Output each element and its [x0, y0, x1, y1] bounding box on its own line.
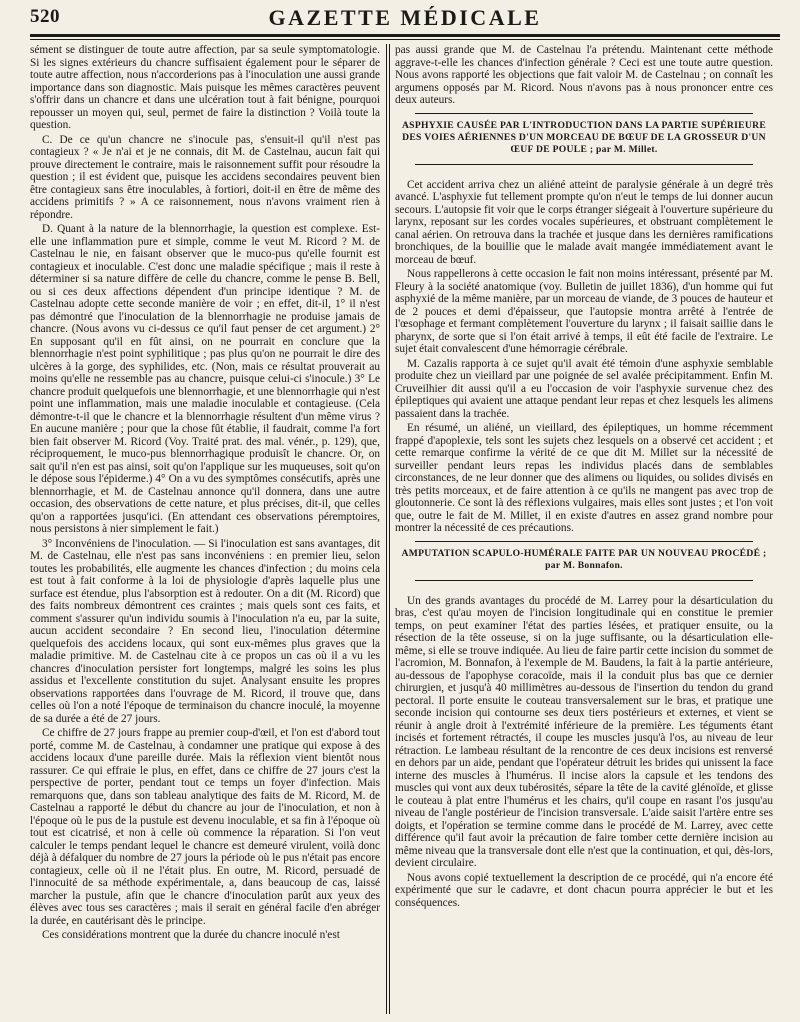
paragraph: D. Quant à la nature de la blennorrhagie, la question est complexe. Est-elle une inflammation pure et simple, comme le veut M. Ricord ? M. de Castelnau le nie, en faisant observer que le muco-pus qu'elle fournit est contagieux et inoculable. C'est donc une maladie spécifique ; mais il reste à déterminer si sa nature diffère de celle du chancre, comme le pense B. Bell, ou si ces deux affections dépendent d'un principe identique ? M. de Castelnau adopte cette seconde manière de voir ; en effet, dit-il, 1° il n'est pas démontré que l'inoculation de la blennorrhagie ne produise jamais de chancre. (Nous avons vu ci-dessus ce qu'il faut penser de cet argument.) 2° En supposant qu'il en fût ainsi, on ne pourrait en conclure que la blennorrhagie n'est point syphilitique ; pas plus qu'on ne pourrait le dire des ulcères à la gorge, des syphilides, etc. (Non, mais ce résultat prouverait au moins qu'elle ne ressemble pas au chancre, puisque celui-ci s'inocule.) 3° Le chancre produit quelquefois une blennorrhagie, et une blennorrhagie qui n'est point une inflammation, mais une maladie inoculable et contagieuse. (Cela démontre-t-il que le chancre et la blennorrhagie résultent d'un même virus ? En aucune manière ; pour que la chose fût établie, il faudrait, comme l'a fort bien fait observer M. Ricord (Voy. Traité prat. des mal. vénér., p. 129), que, réciproquement, le muco-pus blennorrhagique produisît le chancre. Or, on sait qu'il n'en est pas ainsi, soit qu'on l'applique sur les muqueuses, soit qu'on le dépose sous l'épiderme.) 4° On a vu des symptômes consécutifs, après une blennorrhagie, et M. de Castelnau annonce qu'il donnera, dans une autre occasion, des observations de cette nature, et plus précises, dit-il, que celles qu'on a rapportées jusqu'ici. (En attendant ces observations péremptoires, nous persistons à nier simplement le fait.)	[30, 223, 380, 535]
paragraph: Ces considérations montrent que la durée du chancre inoculé n'est	[42, 929, 340, 941]
section-divider	[415, 164, 753, 165]
header-rule-thin	[30, 39, 780, 40]
section-title-amputation: AMPUTATION SCAPULO-HUMÉRALE FAITE PAR UN NOUVEAU PROCÉDÉ ; par M. Bonnafon.	[401, 547, 767, 571]
paragraph: pas aussi grande que M. de Castelnau l'a prétendu. Maintenant cette méthode aggrave-t-elle les chances d'infection générale ? Ceci est une toute autre question. Nous avons rapporté les objections que fait valoir M. de Castelnau ; on connaît les argumens opposés par M. Ricord. Nous n'avons pas à nous prononcer entre ces deux auteurs.	[395, 44, 773, 106]
column-divider	[386, 44, 390, 1014]
journal-title: GAZETTE MÉDICALE	[268, 5, 542, 30]
page-header	[30, 4, 780, 32]
left-column	[30, 44, 380, 1016]
section-divider	[415, 580, 753, 581]
right-column	[395, 44, 773, 1016]
paragraph: Nous rappellerons à cette occasion le fait non moins intéressant, présenté par M. Fleury à la société anatomique (voy. Bulletin de juillet 1836), d'un homme qui fut asphyxié de la même manière, par un morceau de viande, de 3 pouces de hauteur et de 2 pouces et demi d'épaisseur, que l'autopsie montra arrêté à l'entrée de l'œsophage et fermant complètement l'ouverture du larynx ; il faisait saillie dans le pharynx, de sorte que si l'on était arrivé à temps, il eût été facile de l'extraire. Le sujet était convalescent d'une hémorragie cérébrale.	[395, 268, 773, 355]
section-divider	[415, 541, 753, 542]
paragraph: C. De ce qu'un chancre ne s'inocule pas, s'ensuit-il qu'il n'est pas contagieux ? « Je n'ai et je ne connais, dit M. de Castelnau, aucun fait qui prouve directement le contraire, mais le raisonnement suffit pour résoudre la question ; il est évident que, puisque les accidens secondaires peuvent bien être contagieux sans être inoculables, à fortiori, doit-il en être de même des accidens primitifs ? » A ce raisonnement, nous n'avons vraiment rien à répondre.	[30, 133, 380, 221]
paragraph: Nous avons copié textuellement la description de ce procédé, qui n'a encore été expérimenté que sur le cadavre, et dont chacun pourra apprécier le but et les conséquences.	[395, 871, 773, 909]
section-title-asphyxie: ASPHYXIE CAUSÉE PAR L'INTRODUCTION DANS LA PARTIE SUPÉRIEURE DES VOIES AÉRIENNES D'UN MORCEAU DE BŒUF DE LA GROSSEUR D'UN ŒUF DE POULE ; par M. Millet.	[401, 119, 767, 155]
header-rule-thick	[30, 34, 780, 37]
paragraph: Cet accident arriva chez un aliéné atteint de paralysie générale à un degré très avancé. L'asphyxie fut tellement prompte qu'on n'eut le temps de lui donner aucun secours. L'autopsie fit voir que le corps étranger siégeait à l'ouverture supérieure du larynx, reposant sur les cordes vocales supérieures, et obstruant complètement le canal aérien. On retrouva dans la trachée et jusque dans les dernières ramifications bronchiques, de la bouillie que le malade avait mangée immédiatement avant le morceau de bœuf.	[395, 178, 773, 266]
section-divider	[415, 113, 753, 114]
paragraph: Ce chiffre de 27 jours frappe au premier coup-d'œil, et l'on est d'abord tout porté, comme M. de Castelnau, à condamner une pratique qui expose à des accidens locaux d'une pareille durée. Mais la réflexion vient bientôt nous rassurer. Ce qui effraie le plus, en effet, dans ce chiffre de 27 jours c'est la perspective de porter, pendant tout ce temps un foyer d'infection. Mais remarquons que, dans son tableau analytique des faits de M. Ricord, M. de Castelnau a rapporté le début du chancre au jour de l'inoculation, et non à l'époque où le pus de la pustule est devenu inoculable, et sa fin à l'époque où tout est cicatrisé, et non à celle où commence la réparation. Si l'on veut calculer le temps pendant lequel le chancre est demeuré virulent, voilà donc déjà à défalquer du nombre de 27 jours la période où le pus n'était pas encore contagieux, celle où il ne l'était plus. En outre, M. Ricord, persuadé de l'innocuité de sa méthode expérimentale, a, dans beaucoup de cas, laissé marcher la pustule, afin que le chancre d'inoculation parût aux yeux des élèves avec tous ses caractères ; mais il serait en général facile d'en abréger la durée, en cautérisant dès le principe.	[30, 727, 380, 927]
paragraph: Un des grands avantages du procédé de M. Larrey pour la désarticulation du bras, c'est qu'au moyen de l'incision longitudinale qui en constitue le premier temps, on peut examiner l'état des parties lésées, et pratiquer ensuite, ou la résection de la tête osseuse, si on la juge suffisante, ou la désarticulation elle-même, si elle se trouve indiquée. Au lieu de faire partir cette incision du sommet de l'acromion, M. Bonnafon, à l'exemple de M. Baudens, la fait à la partie antérieure, au-dessous de l'apophyse coracoïde, mais il la conduit plus bas que ce dernier chirurgien, et jusqu'à 40 millimètres au-dessous de l'insertion du tendon du grand pectoral. Il porte ensuite le couteau transversalement sur le bras, et pratique une seconde incision qui contourne ses deux tiers postérieurs et externes, et vient se réunir à angle droit à l'extrémité inférieure de la première. Les téguments étant incisés et fortement rétractés, il coupe les muscles jusqu'à l'os, au niveau de leur rétraction. Le lambeau résultant de la rencontre de ces deux incisions est renversé en dehors par un aide, pendant que l'opérateur détruit les brides qui unissent la face interne des muscles à l'humérus. Il incise alors la capsule et les tendons des muscles qui vont aux deux tubérosités, sépare la tête de la cavité glénoïde, et glisse le couteau à plat entre l'humérus et les chairs, qu'il coupe en rasant l'os jusqu'au niveau de l'angle postérieur de l'incision transversale. L'aide saisit l'artère entre ses doigts, et l'opération se termine comme dans le procédé de M. Larrey, avec cette différence qu'il faut avoir la précaution de faire tomber cette dernière incision au même niveau que la transversale dont elle n'est que la continuation, et qui, dès-lors, devient circulaire.	[395, 594, 773, 869]
paragraph: En résumé, un aliéné, un vieillard, des épileptiques, un homme récemment frappé d'apoplexie, tels sont les sujets chez lesquels on a observé cet accident ; et cette remarque confirme la vérité de ce que dit M. Millet sur la nécessité de surveiller pendant leurs repas les individus placés dans de semblables circonstances, de ne leur donner que des alimens ou liquides, ou solides divisés en très petits morceaux, et de faire attention à ce qu'ils ne mangent pas avec trop de gloutonnerie. Ce sont là des réflexions vulgaires, mais elles sont justes ; et l'on voit que, outre le fait de M. Millet, il en existe d'autres en assez grand nombre pour montrer la nécessité de ces précautions.	[395, 422, 773, 534]
page-number: 520	[30, 6, 60, 27]
paragraph: M. Cazalis rapporta à ce sujet qu'il avait été témoin d'une asphyxie semblable produite chez un vieillard par une poignée de sel avalée précipitamment. Enfin M. Cruveilhier dit aussi qu'il a eu l'occasion de voir l'asphyxie survenue chez des épileptiques qui avaient une attaque pendant leur repas et chez lesquels les alimens passaient dans la trachée.	[395, 357, 773, 420]
paragraph: 3° Inconvéniens de l'inoculation. — Si l'inoculation est sans avantages, dit M. de Castelnau, elle n'est pas sans inconvéniens : en premier lieu, selon toutes les probabilités, elle augmente les chances d'infection ; du moins cela est tout à fait conforme à la loi de physiologie d'après laquelle plus une surface est étendue, plus l'absorption est à redouter. On a dit (M. Ricord) que des faits nombreux démontrent ces craintes ; mais quels sont ces faits, et comment s'assurer qu'un individu soumis à l'inoculation n'a eu, par la suite, aucun accident secondaire ? En second lieu, l'inoculation détermine quelquefois des accidens locaux, qui sont eux-mêmes plus graves que la maladie primitive. M. de Castelnau cite à ce propos un cas où il a vu les chancres d'inoculation persister fort longtemps, malgré les soins les plus assidus et l'excellente constitution du sujet. Analysant ensuite les propres observations rapportées dans l'ouvrage de M. Ricord, il trouve que, dans celles où l'on a noté l'époque de terminaison du chancre inoculé, la moyenne de sa durée a été de 27 jours.	[30, 537, 380, 725]
paragraph: sément se distinguer de toute autre affection, par sa seule symptomatologie. Si les signes extérieurs du chancre suffisaient également pour le séparer de toute autre affection, nous n'accorderions pas à l'inoculation une aussi grande importance dans son diagnostic. Mais puisque les mêmes caractères peuvent s'offrir dans un chancre et dans une ulcération tout à fait bénigne, pourquoi repousser un moyen qui, seul, permet de faire la distinction ? Voilà toute la question.	[30, 44, 380, 131]
